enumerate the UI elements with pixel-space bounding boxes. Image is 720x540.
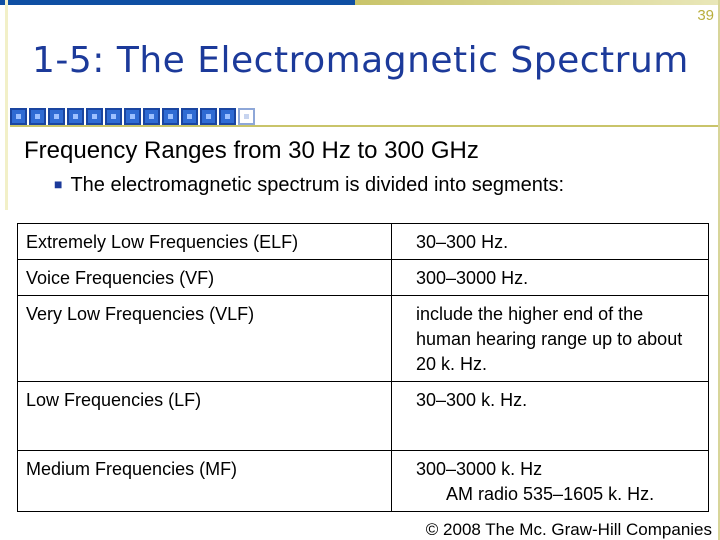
square-decoration [10,108,27,125]
table-row [18,224,709,260]
square-decoration [219,108,236,125]
table-row [18,296,709,382]
slide-heading: Frequency Ranges from 30 Hz to 300 GHz [24,137,479,164]
bullet-item [54,174,564,197]
square-decoration [48,108,65,125]
square-decoration [238,108,255,125]
copyright-notice: © 2008 The Mc. Graw-Hill Companies [425,520,712,539]
title-divider [10,125,718,127]
top-border [0,0,720,6]
band-name-cell: Low Frequencies (LF) [18,382,392,451]
band-name-cell: Medium Frequencies (MF) [18,451,392,512]
square-decoration [67,108,84,125]
square-decoration [105,108,122,125]
square-bullet-icon: ■ [54,176,63,192]
range-cell: 30–300 Hz. [392,224,709,260]
range-cell [392,451,709,512]
page-number: 39 [697,7,714,24]
top-border-blue [0,0,355,5]
square-decoration [29,108,46,125]
range-text: 300–3000 k. Hz [416,459,543,479]
left-accent-bar [5,0,8,210]
top-border-gold [355,0,720,5]
frequency-table [17,223,709,512]
square-decoration [181,108,198,125]
table-row [18,451,709,512]
range-cell: 30–300 k. Hz. [392,382,709,451]
square-decoration [124,108,141,125]
range-note: AM radio 535–1605 k. Hz. [446,484,655,504]
range-cell: include the higher end of the human hearing range up to about 20 k. Hz. [392,296,709,382]
square-decoration [162,108,179,125]
table-row [18,382,709,451]
band-name-cell: Extremely Low Frequencies (ELF) [18,224,392,260]
band-name-cell: Very Low Frequencies (VLF) [18,296,392,382]
band-name-cell: Voice Frequencies (VF) [18,260,392,296]
slide-title: 1-5: The Electromagnetic Spectrum [32,40,689,81]
square-decoration [86,108,103,125]
range-cell: 300–3000 Hz. [392,260,709,296]
square-decoration [143,108,160,125]
square-decoration [200,108,217,125]
table-row [18,260,709,296]
bullet-text: The electromagnetic spectrum is divided into segments: [70,174,565,196]
decorative-squares [10,108,257,125]
